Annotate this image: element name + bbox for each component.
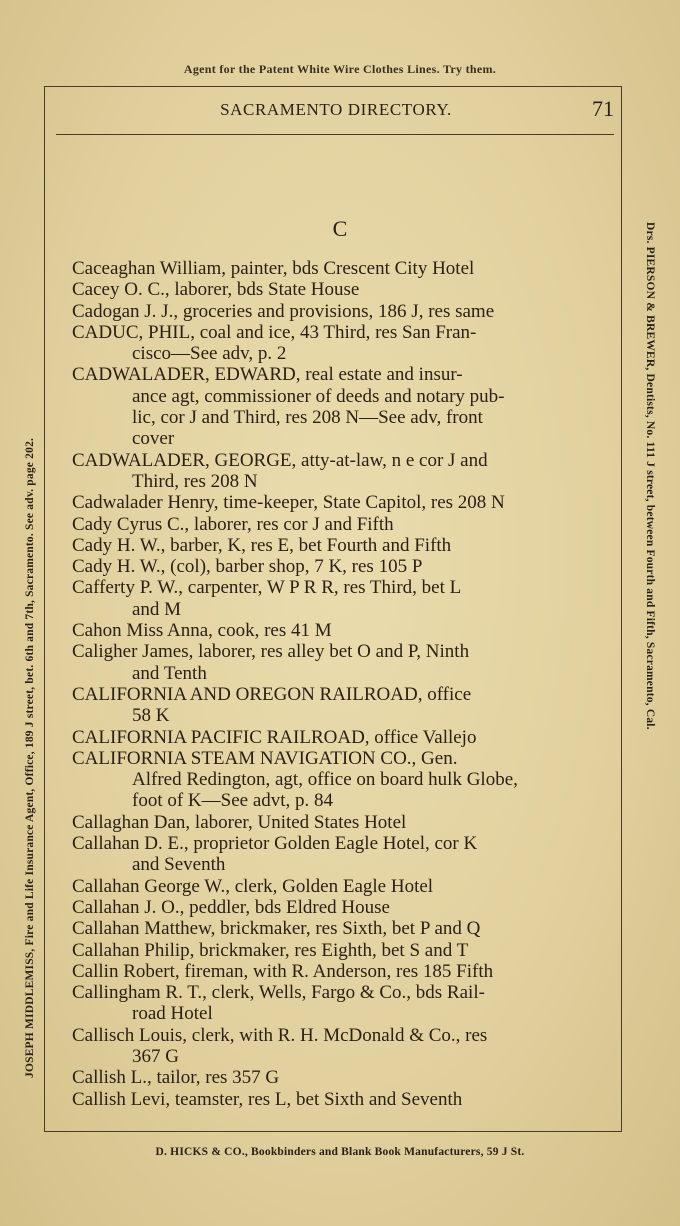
directory-entry bbox=[72, 322, 598, 365]
directory-entry bbox=[72, 620, 598, 641]
right-margin-advertisement: Drs. PIERSON & BREWER, Dentists, No. 111 J street, between Fourth and Fifth, Sacramento, Cal. bbox=[644, 222, 656, 730]
entry-line: Caligher James, laborer, res alley bet O and P, Ninth bbox=[72, 641, 470, 663]
entry-line: CADUC, PHIL, coal and ice, 43 Third, res San Fran- bbox=[72, 321, 477, 343]
entry-continuation-line: 58 K bbox=[132, 705, 170, 727]
entry-line: Caceaghan William, painter, bds Crescent City Hotel bbox=[72, 258, 475, 279]
entry-line: CALIFORNIA PACIFIC RAILROAD, office Vallejo bbox=[72, 726, 477, 748]
page-number: 71 bbox=[592, 96, 614, 121]
directory-entry bbox=[72, 918, 598, 939]
directory-entry bbox=[72, 301, 598, 322]
entry-continuation-line: road Hotel bbox=[132, 1003, 213, 1025]
entry-line: Callahan Philip, brickmaker, res Eighth, bet S and T bbox=[72, 939, 469, 961]
entry-continuation-line: foot of K—See advt, p. 84 bbox=[132, 790, 334, 812]
entry-line: Cady Cyrus C., laborer, res cor J and Fifth bbox=[72, 513, 394, 535]
left-margin-advertisement: JOSEPH MIDDLEMISS, Fire and Life Insurance Agent, Office, 189 J street, bet. 6th and 7th, Sacramento. See adv. page 202. bbox=[24, 437, 36, 1078]
directory-entry bbox=[72, 940, 598, 961]
entry-continuation-line: and Seventh bbox=[132, 854, 226, 876]
directory-entry bbox=[72, 577, 598, 620]
directory-entry bbox=[72, 727, 598, 748]
entry-line: Cadogan J. J., groceries and provisions, 186 J, res same bbox=[72, 300, 495, 322]
entry-line: Callahan Matthew, brickmaker, res Sixth, bet P and Q bbox=[72, 918, 481, 940]
entry-line: Cady H. W., (col), barber shop, 7 K, res 105 P bbox=[72, 556, 423, 578]
directory-entry bbox=[72, 258, 598, 279]
entry-line: Cadwalader Henry, time-keeper, State Capitol, res 208 N bbox=[72, 492, 505, 514]
page-header bbox=[56, 96, 616, 126]
entry-line: Cahon Miss Anna, cook, res 41 M bbox=[72, 620, 332, 642]
entry-line: CALIFORNIA STEAM NAVIGATION CO., Gen. bbox=[72, 747, 458, 769]
entry-line: Callahan George W., clerk, Golden Eagle Hotel bbox=[72, 875, 434, 897]
entry-line: CADWALADER, EDWARD, real estate and insur- bbox=[72, 364, 463, 386]
directory-entries bbox=[72, 258, 598, 1110]
entry-continuation-line: 367 G bbox=[132, 1045, 179, 1067]
entry-line: Cafferty P. W., carpenter, W P R R, res Third, bet L bbox=[72, 577, 462, 599]
directory-entry bbox=[72, 961, 598, 982]
directory-entry bbox=[72, 450, 598, 493]
directory-entry bbox=[72, 748, 598, 812]
page-title: SACRAMENTO DIRECTORY. bbox=[220, 100, 452, 119]
entry-line: Callisch Louis, clerk, with R. H. McDonald & Co., res bbox=[72, 1024, 488, 1046]
section-letter: C bbox=[332, 216, 348, 241]
entry-line: Callin Robert, fireman, with R. Anderson, res 185 Fifth bbox=[72, 960, 494, 982]
directory-entry bbox=[72, 833, 598, 876]
bottom-advertisement: D. HICKS & CO., Bookbinders and Blank Book Manufacturers, 59 J St. bbox=[155, 1146, 525, 1158]
directory-entry bbox=[72, 982, 598, 1025]
top-advertisement: Agent for the Patent White Wire Clothes Lines. Try them. bbox=[183, 62, 497, 76]
directory-entry bbox=[72, 1067, 598, 1088]
entry-continuation-line: and Tenth bbox=[132, 662, 207, 684]
entry-continuation-line: cover bbox=[132, 428, 175, 450]
entry-line: Cacey O. C., laborer, bds State House bbox=[72, 279, 360, 301]
directory-entry bbox=[72, 812, 598, 833]
entry-line: CALIFORNIA AND OREGON RAILROAD, office bbox=[72, 683, 472, 705]
entry-continuation-line: and M bbox=[132, 598, 182, 620]
entry-line: Callahan D. E., proprietor Golden Eagle Hotel, cor K bbox=[72, 833, 478, 855]
directory-entry bbox=[72, 279, 598, 300]
entry-line: CADWALADER, GEORGE, atty-at-law, n e cor J and bbox=[72, 449, 488, 471]
directory-entry bbox=[72, 556, 598, 577]
entry-line: Callish Levi, teamster, res L, bet Sixth and Seventh bbox=[72, 1088, 463, 1110]
directory-entry bbox=[72, 364, 598, 449]
directory-entry bbox=[72, 1089, 598, 1110]
entry-line: Callingham R. T., clerk, Wells, Fargo & Co., bds Rail- bbox=[72, 982, 485, 1004]
directory-entry bbox=[72, 1025, 598, 1068]
entry-continuation-line: ance agt, commissioner of deeds and notary pub- bbox=[132, 385, 505, 407]
entry-continuation-line: lic, cor J and Third, res 208 N—See adv, front bbox=[132, 407, 483, 429]
entry-line: Callish L., tailor, res 357 G bbox=[72, 1067, 280, 1089]
directory-entry bbox=[72, 897, 598, 918]
directory-entry bbox=[72, 641, 598, 684]
entry-line: Cady H. W., barber, K, res E, bet Fourth and Fifth bbox=[72, 534, 452, 556]
entry-continuation-line: Third, res 208 N bbox=[132, 470, 258, 492]
entry-line: Callahan J. O., peddler, bds Eldred House bbox=[72, 896, 390, 918]
directory-entry bbox=[72, 876, 598, 897]
directory-entry bbox=[72, 684, 598, 727]
entry-continuation-line: cisco—See adv, p. 2 bbox=[132, 343, 287, 365]
entry-line: Callaghan Dan, laborer, United States Hotel bbox=[72, 811, 407, 833]
directory-entry bbox=[72, 535, 598, 556]
entry-continuation-line: Alfred Redington, agt, office on board hulk Globe, bbox=[132, 769, 518, 791]
directory-entry bbox=[72, 514, 598, 535]
directory-entry bbox=[72, 492, 598, 513]
header-rule bbox=[56, 134, 614, 135]
